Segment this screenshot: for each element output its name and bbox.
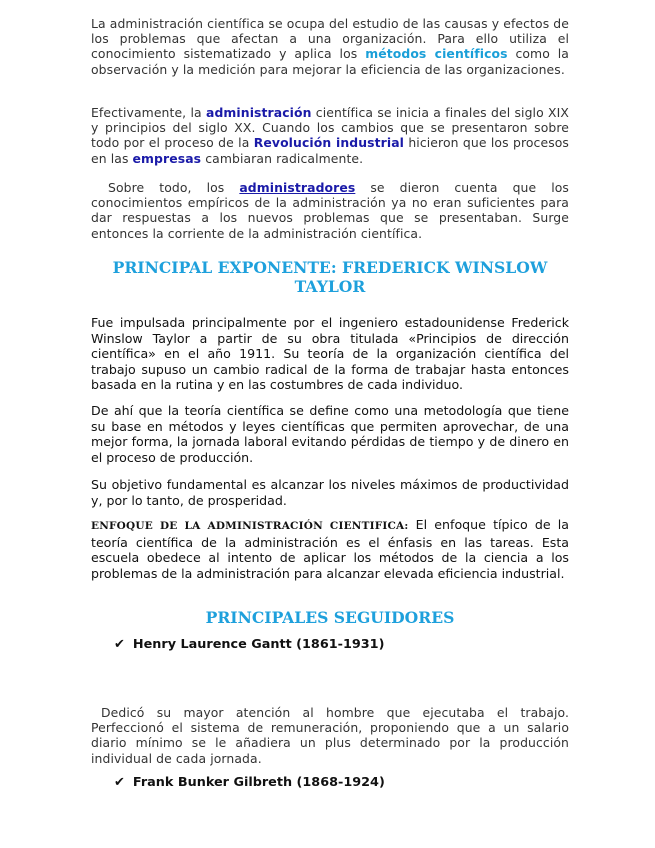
objective-paragraph: Su objetivo fundamental es alcanzar los niveles máximos de productividad y, por lo tanto, de prosperidad. bbox=[91, 477, 569, 508]
checkmark-icon: ✔ bbox=[114, 775, 125, 790]
link-revolucion-industrial[interactable]: Revolución industrial bbox=[253, 135, 405, 151]
text-span: como la observación y la medición para mejorar la eficiencia de las organizaciones. bbox=[91, 46, 570, 77]
link-metodos-cientificos[interactable]: métodos científicos bbox=[365, 46, 508, 62]
text-span: Sobre todo, los bbox=[108, 180, 240, 195]
methodology-paragraph: De ahí que la teoría científica se define como una metodología que tiene su base en métodos y leyes científicas que permiten aprovechar, de una mejor forma, la jornada laboral evitando pérdidas de tiempo y de dinero en el proceso de producción. bbox=[91, 403, 569, 465]
section-heading-taylor: PRINCIPAL EXPONENTE: FREDERICK WINSLOW TAYLOR bbox=[112, 258, 548, 296]
approach-label: ENFOQUE DE LA ADMINISTRACIÓN CIENTIFICA: bbox=[91, 520, 409, 532]
text-span: Efectivamente, la bbox=[91, 105, 206, 120]
link-administracion[interactable]: administración bbox=[205, 105, 312, 120]
text-span: se dieron cuenta que los conocimientos empíricos de la administración ya no eran suficientes para dar respuestas a los nuevos problemas que se presentaban. Surge entonces la corriente de la administración científica. bbox=[91, 180, 569, 241]
taylor-paragraph: Fue impulsada principalmente por el ingeniero estadounidense Frederick Winslow Taylor a partir de su obra titulada «Principios de dirección científica» en el año 1911. Su teoría de la organización científica del trabajo supuso un cambio radical de la forma de trabajar hasta entonces basada en la rutina y en las costumbres de cada individuo. bbox=[91, 315, 569, 393]
approach-paragraph bbox=[91, 517, 569, 581]
text-span: cambiaran radicalmente. bbox=[201, 150, 364, 166]
history-paragraph bbox=[91, 105, 569, 166]
intro-paragraph bbox=[91, 16, 569, 77]
managers-paragraph bbox=[91, 180, 569, 241]
gantt-paragraph: Dedicó su mayor atención al hombre que ejecutaba el trabajo. Perfeccionó el sistema de remuneración, proponiendo que a un salario diario mínimo se le añadiera un plus determinado por la producción individual de cada jornada. bbox=[91, 705, 569, 766]
text-span: hicieron que los procesos en las bbox=[91, 135, 569, 166]
text-span: científica se inicia a finales del siglo XIX y principios del siglo XX. Cuando los cambios que se presentaron sobre todo por el proceso de la bbox=[91, 105, 569, 151]
link-administradores[interactable]: administradores bbox=[239, 180, 356, 195]
text-span: El enfoque típico de la teoría científica de la administración es el énfasis en las tareas. Esta escuela obedece al intento de aplicar los métodos de la ciencia a los problemas de la administración para alcanzar elevada eficiencia industrial. bbox=[91, 517, 569, 581]
checkmark-icon: ✔ bbox=[114, 637, 125, 652]
list-item-gilbreth bbox=[114, 775, 385, 790]
section-heading-followers: PRINCIPALES SEGUIDORES bbox=[205, 608, 455, 627]
text-span: La administración científica se ocupa del estudio de las causas y efectos de los problemas que afectan a una organización. Para ello utiliza el conocimiento sistematizado y aplica los bbox=[91, 16, 569, 62]
follower-name: Frank Bunker Gilbreth (1868-1924) bbox=[132, 775, 385, 790]
list-item-gantt bbox=[114, 637, 384, 652]
link-empresas[interactable]: empresas bbox=[132, 150, 202, 166]
follower-name: Henry Laurence Gantt (1861-1931) bbox=[132, 637, 385, 652]
